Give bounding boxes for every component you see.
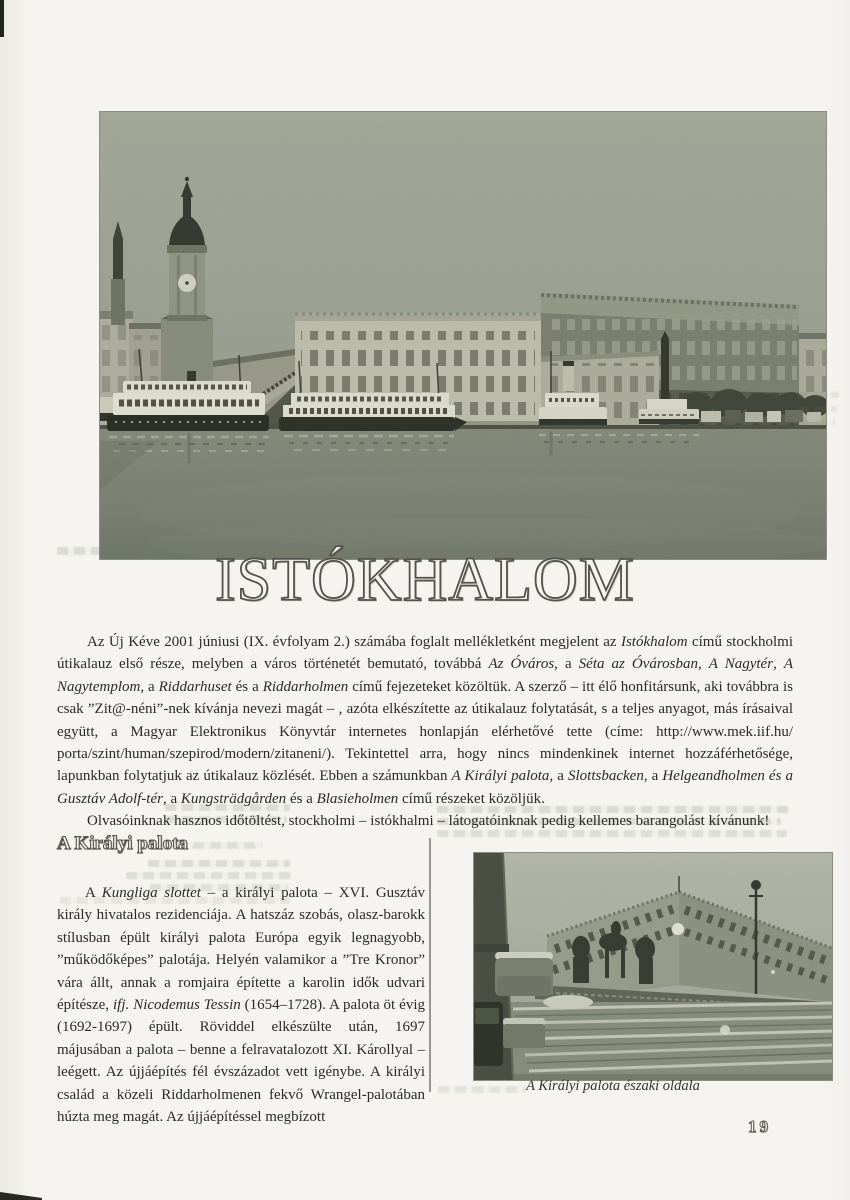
italic-text-run: Riddarhuset xyxy=(158,678,232,695)
page-title: ISTÓKHALOM xyxy=(215,546,635,614)
italic-text-run: A Nagytér xyxy=(708,656,774,673)
main-photo-illustration xyxy=(99,111,827,560)
text-run: – a királyi palota – XVI. Gusztáv király hivatalos rezidenciája. A hatszáz szobás, olasz-barokk stílusban épült királyi palota Európa egyik legnagyobb, ”működőképes” palotája. Helyén valamikor a ”Tre Kronor” vára állt, annak a romjaira építette a karolin idők udvari építésze, xyxy=(57,884,426,1013)
scan-edge-artifact xyxy=(0,0,4,37)
intro-paragraph xyxy=(57,631,793,810)
ghost-text-artifact xyxy=(797,392,839,398)
italic-text-run: Slottsbacken xyxy=(568,768,644,785)
italic-text-run: Kungliga slottet xyxy=(101,884,201,901)
main-photo-royal-palace-waterfront xyxy=(99,111,827,560)
text-run: , xyxy=(698,656,709,673)
intro-text-block xyxy=(57,631,793,833)
italic-text-run: A Nagytemplom xyxy=(57,656,794,695)
text-run: , a xyxy=(140,678,159,695)
text-run: és a xyxy=(286,790,317,807)
italic-text-run: Blasieholmen xyxy=(316,790,399,807)
film-grain-overlay xyxy=(473,852,833,1081)
text-run: című stockholmi útikalauz első része, melyben a város történetét bemutató, továbbá xyxy=(57,634,793,673)
film-grain-overlay xyxy=(99,111,827,560)
north-photo-illustration xyxy=(473,852,833,1081)
text-run: című fejezeteket közöltük. A szerző – itt élő honfitársunk, aki továbbra is csak ”Zit@-néni”-nek kívánja nevezi magát – , azóta elkészítette az útikalauz folytatását, s a teljes anyagot, más írásaival együtt, a Magyar Elektronikus Könyvtár internetes honlapján elérhetővé tette (címe: http://www.mek.iif.hu/ porta/szint/human/szepirod/modern/zitaneni/). Tekintettel arra, hogy nincs mindenkinek internet hozzáférhetősége, lapunkban folytatjuk az útikalauz közlését. Ebben a számunkban xyxy=(57,678,793,785)
text-run: című részeket közöljük. xyxy=(398,790,545,807)
italic-text-run: Az Óváros xyxy=(488,656,555,673)
text-run: , xyxy=(773,656,784,673)
ghost-text-artifact xyxy=(799,420,835,426)
article-left-column xyxy=(57,834,425,1128)
text-run: Az Új Kéve 2001 júniusi (IX. évfolyam 2.) számába foglalt mellékletként megjelent az xyxy=(87,634,621,650)
page-number: 19 xyxy=(748,1117,771,1136)
north-photo-caption: A Királyi palota északi oldala xyxy=(526,1078,700,1094)
section-body-paragraph xyxy=(57,882,425,1128)
italic-text-run: Séta az Óvárosban xyxy=(578,656,698,673)
italic-text-run: Riddarholmen xyxy=(262,678,349,695)
text-run: , a xyxy=(643,768,663,785)
text-run: , a xyxy=(554,656,579,673)
north-side-photo xyxy=(473,852,833,1081)
ghost-text-artifact xyxy=(797,406,837,412)
italic-text-run: Istókhalom xyxy=(620,634,688,650)
italic-text-run: Helgeandholmen és a Gusztáv Adolf-tér xyxy=(57,768,794,807)
section-heading: A Királyi palota xyxy=(57,833,188,854)
italic-text-run: A Királyi palota xyxy=(451,768,550,785)
text-run: , a xyxy=(162,790,181,807)
text-run: és a xyxy=(231,678,263,695)
text-run: , a xyxy=(549,768,568,785)
italic-text-run: Kungsträdgården xyxy=(180,790,287,807)
column-divider-rule xyxy=(429,838,431,1092)
text-run: A xyxy=(85,884,102,901)
italic-text-run: ifj. Nicodemus Tessin xyxy=(113,996,241,1013)
text-run: (1654–1728). A palota öt évig (1692-1697) épült. Röviddel elkészülte után, 1697 májusában a palota – benne a felravatalozott XI. Károllyal – leégett. Az újjáépítés fél évszázadot vett igénybe. A királyi család a közeli Riddarholmenen fekvő Wrangel-palotában húzta meg magát. Az újjáépítéssel megbízott xyxy=(57,996,425,1125)
intro-closing-paragraph: Olvasóinknak hasznos időtöltést, stockholmi – istókhalmi – látogatóinknak pedig kellemes barangolást kívánunk! xyxy=(87,813,770,830)
scan-corner-artifact xyxy=(0,1190,42,1200)
